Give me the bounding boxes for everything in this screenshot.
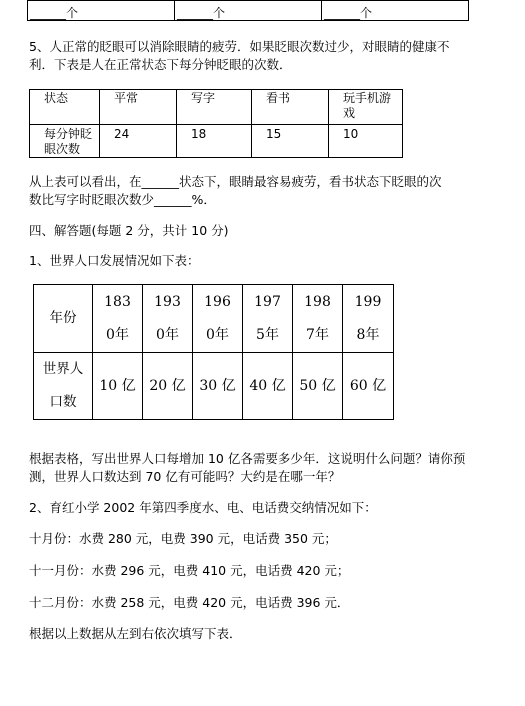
section-title: 四、解答题(每题 2 分，共计 10 分) bbox=[29, 223, 229, 238]
q1-body-line1: 根据表格，写出世界人口每增加 10 亿各需要多少年．这说明什么问题？请你预 bbox=[29, 451, 466, 466]
q5-answer-line2: 数比写字时眨眼次数少______%． bbox=[29, 192, 216, 207]
blank-cell: ______个 bbox=[175, 1, 322, 21]
blink-rate-table bbox=[29, 89, 403, 158]
q2-october: 十月份：水费 280 元，电费 390 元，电话费 350 元； bbox=[29, 531, 337, 546]
population-table bbox=[33, 284, 394, 420]
table-header-cell: 平常 bbox=[100, 90, 177, 125]
table-row-label: 每分钟眨眼次数 bbox=[30, 125, 100, 158]
year-cell: 1998年 bbox=[343, 285, 394, 353]
table-header-cell: 写字 bbox=[177, 90, 252, 125]
population-cell: 60 亿 bbox=[343, 353, 394, 420]
year-header: 年份 bbox=[34, 285, 93, 353]
year-cell: 1975年 bbox=[243, 285, 293, 353]
table-header-cell: 状态 bbox=[30, 90, 100, 125]
q1-title: 1、世界人口发展情况如下表： bbox=[29, 253, 200, 268]
blank-cell: ______个 bbox=[322, 1, 469, 21]
q5-answer-line1: 从上表可以看出，在______状态下，眼睛最容易疲劳，看书状态下眨眼的次 bbox=[29, 174, 442, 189]
year-cell: 1930年 bbox=[143, 285, 193, 353]
q5-text-line1: 5、人正常的眨眼可以消除眼睛的疲劳．如果眨眼次数过少，对眼睛的健康不 bbox=[29, 39, 450, 54]
q1-body-line2: 测，世界人口数达到 70 亿有可能吗？大约是在哪一年？ bbox=[29, 469, 341, 484]
table-cell: 10 bbox=[329, 125, 403, 158]
q5-text-line2: 利．下表是人在正常状态下每分钟眨眼的次数． bbox=[29, 57, 292, 72]
population-cell: 50 亿 bbox=[293, 353, 343, 420]
blank-cell: ______个 bbox=[28, 1, 175, 21]
population-cell: 10 亿 bbox=[93, 353, 143, 420]
year-cell: 1830年 bbox=[93, 285, 143, 353]
table-header-cell: 看书 bbox=[252, 90, 329, 125]
table-cell: 15 bbox=[252, 125, 329, 158]
year-cell: 1960年 bbox=[193, 285, 243, 353]
population-cell: 40 亿 bbox=[243, 353, 293, 420]
q2-november: 十一月份：水费 296 元，电费 410 元，电话费 420 元； bbox=[29, 563, 350, 578]
q2-instruction: 根据以上数据从左到右依次填写下表． bbox=[29, 626, 242, 641]
q2-december: 十二月份：水费 258 元，电费 420 元，电话费 396 元． bbox=[29, 595, 350, 610]
answer-blank-table bbox=[27, 0, 469, 21]
q2-title: 2、育红小学 2002 年第四季度水、电、电话费交纳情况如下： bbox=[29, 500, 377, 515]
year-cell: 1987年 bbox=[293, 285, 343, 353]
population-cell: 30 亿 bbox=[193, 353, 243, 420]
table-cell: 24 bbox=[100, 125, 177, 158]
population-header: 世界人口数 bbox=[34, 353, 93, 420]
population-cell: 20 亿 bbox=[143, 353, 193, 420]
table-cell: 18 bbox=[177, 125, 252, 158]
table-header-cell: 玩手机游戏 bbox=[329, 90, 403, 125]
